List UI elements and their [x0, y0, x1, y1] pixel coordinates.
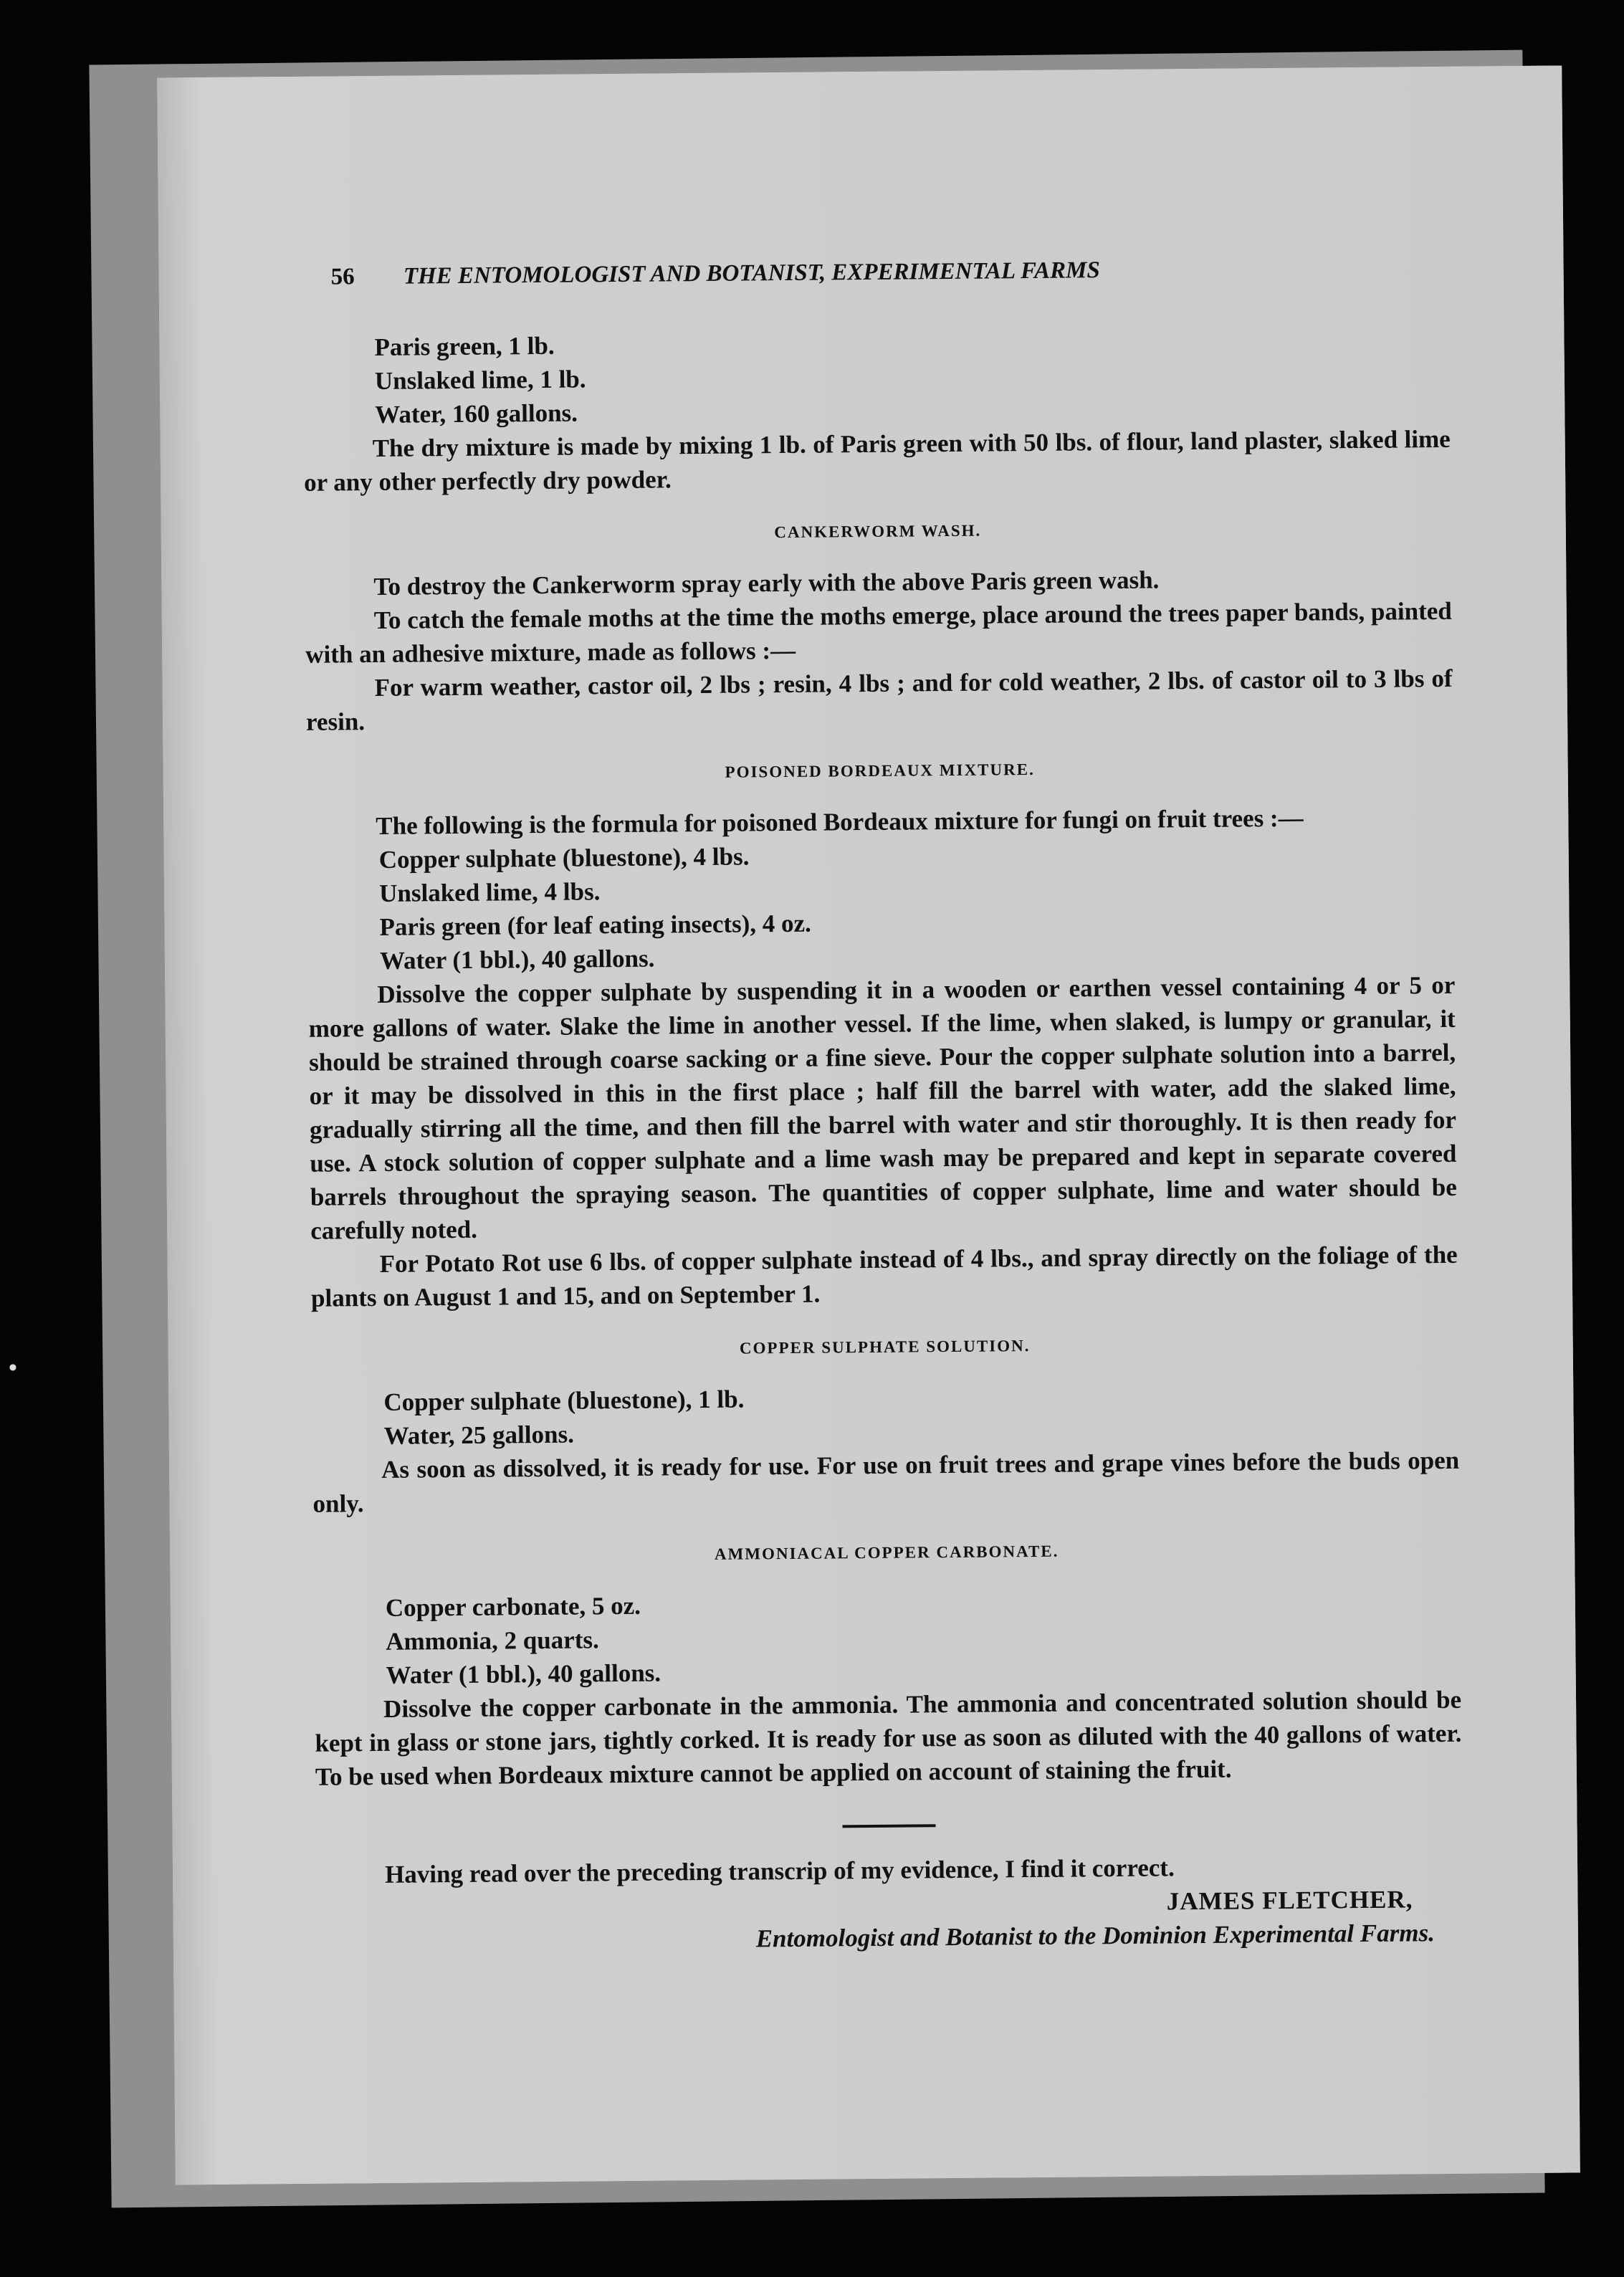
signature-title: Entomologist and Botanist to the Dominion Experimental Farms.: [755, 1919, 1436, 1953]
recipe-item: Unslaked lime, 1 lb.: [374, 365, 586, 395]
page-header: [330, 254, 1405, 290]
cankerworm-paragraph-3: For warm weather, castor oil, 2 lbs ; resin, 4 lbs ; and for cold weather, 2 lbs. of castor oil to 3 lbs of resin.: [305, 664, 1453, 736]
potato-rot-note: For Potato Rot use 6 lbs. of copper sulphate instead of 4 lbs., and spray directly on the foliage of the plants on August 1 and 15, and on September 1.: [310, 1240, 1458, 1312]
closing-statement: Having read over the preceding transcrip of my evidence, I find it correct.: [384, 1853, 1175, 1889]
cankerworm-paragraph-1: To destroy the Cankerworm spray early with the above Paris green wash.: [373, 565, 1160, 601]
section-heading-bordeaux: POISONED BORDEAUX MIXTURE.: [725, 760, 1035, 781]
recipe-item: Water, 25 gallons.: [383, 1420, 575, 1450]
running-title: THE ENTOMOLOGIST AND BOTANIST, EXPERIMENTAL FARMS: [403, 257, 1100, 290]
recipe-item: Copper sulphate (bluestone), 1 lb.: [383, 1385, 745, 1416]
section-heading-cankerworm: CANKERWORM WASH.: [774, 521, 982, 542]
section-heading-ammoniacal: AMMONIACAL COPPER CARBONATE.: [714, 1542, 1059, 1563]
page-number: 56: [330, 264, 355, 290]
copper-sulphate-paragraph: As soon as dissolved, it is ready for use. For use on fruit trees and grape vines before the buds open only.: [312, 1446, 1460, 1518]
recipe-item: Paris green (for leaf eating insects), 4 oz.: [379, 909, 812, 941]
bordeaux-directions: Dissolve the copper sulphate by suspending it in a wooden or earthen vessel containing 4 or 5 or more gallons of water. Slake the lime in another vessel. If the lime, when slaked, is lumpy or granular, it should be strained through coarse sacking or a fine sieve. Pour the copper sulphate solution into a barrel, or it may be dissolved in this in the first place ; half fill the barrel with water, add the slaked lime, gradually stirring all the time, and then fill the barrel with water and stir thoroughly. It is then ready for use. A stock solution of copper sulphate and a lime wash may be prepared and kept in separate covered barrels throughout the spraying season. The quantities of copper sulphate, lime and water should be carefully noted.: [308, 970, 1457, 1245]
recipe-item: Ammonia, 2 quarts.: [386, 1626, 599, 1656]
recipe-item: Water (1 bbl.), 40 gallons.: [379, 944, 655, 975]
recipe-item: Copper carbonate, 5 oz.: [385, 1591, 641, 1622]
recipe-item: Unslaked lime, 4 lbs.: [378, 877, 601, 907]
document-page: [157, 66, 1580, 2185]
ammoniacal-paragraph: Dissolve the copper carbonate in the ammonia. The ammonia and concentrated solution should be kept in glass or stone jars, tightly corked. It is ready for use as soon as diluted with the 40 gallons of water. To be used when Bordeaux mixture cannot be applied on account of staining the fruit.: [315, 1685, 1462, 1791]
page-body: [302, 321, 1463, 1959]
recipe-item: Water, 160 gallons.: [375, 398, 578, 429]
signature-name: JAMES FLETCHER,: [1166, 1885, 1413, 1916]
recipe-item: Paris green, 1 lb.: [374, 331, 555, 361]
section-heading-copper-sulphate: COPPER SULPHATE SOLUTION.: [739, 1337, 1031, 1357]
scan-speck: •: [9, 1355, 17, 1381]
cankerworm-paragraph-2: To catch the female moths at the time the moths emerge, place around the trees paper bands, painted with an adhesive mixture, made as follows :—: [305, 596, 1452, 669]
recipe-item: Copper sulphate (bluestone), 4 lbs.: [378, 842, 750, 874]
dry-mixture-paragraph: The dry mixture is made by mixing 1 lb. of Paris green with 50 lbs. of flour, land plaster, slaked lime or any other perfectly dry powder.: [303, 424, 1451, 497]
recipe-item: Water (1 bbl.), 40 gallons.: [386, 1658, 661, 1689]
bordeaux-intro: The following is the formula for poisoned Bordeaux mixture for fungi on fruit trees :—: [376, 803, 1304, 840]
divider-rule: [843, 1824, 936, 1828]
